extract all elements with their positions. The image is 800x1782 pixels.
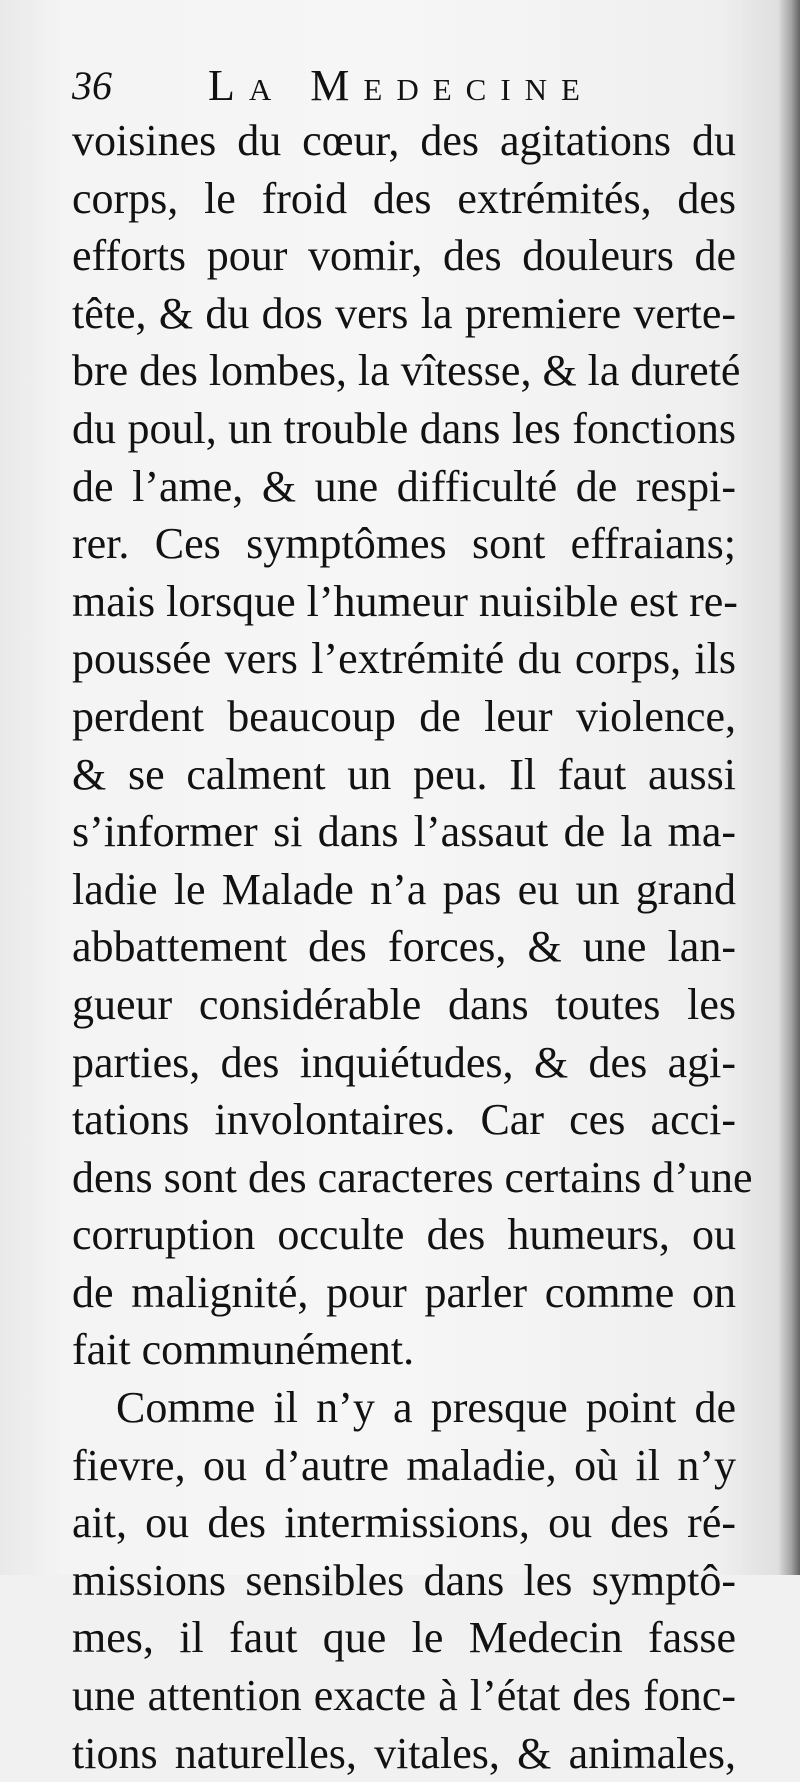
text-line: corps, le froid des extrémités, des bbox=[72, 173, 736, 223]
text-line: fievre, ou d’autre maladie, où il n’y bbox=[72, 1440, 736, 1490]
text-line: tions naturelles, vitales, & animales, bbox=[72, 1728, 736, 1778]
paragraph bbox=[72, 112, 753, 1379]
text-line: poussée vers l’extrémité du corps, ils bbox=[72, 634, 736, 684]
paragraph bbox=[72, 1379, 736, 1782]
text-line: une attention exacte à l’état des fonc- bbox=[72, 1671, 736, 1721]
running-head bbox=[72, 58, 732, 118]
body-text bbox=[72, 112, 753, 1782]
text-line: missions sensibles dans les symptô- bbox=[72, 1555, 736, 1605]
text-line: abbattement des forces, & une lan- bbox=[72, 922, 736, 972]
text-line: rer. Ces symptômes sont effraians; bbox=[72, 519, 736, 569]
text-line: perdent beaucoup de leur violence, bbox=[72, 691, 736, 741]
text-line: tête, & du dos vers la premiere verte- bbox=[72, 288, 736, 338]
text-line: corruption occulte des humeurs, ou bbox=[72, 1210, 736, 1260]
text-line: ladie le Malade n’a pas eu un grand bbox=[72, 864, 736, 914]
running-head-title: La Medecine bbox=[208, 61, 594, 110]
text-line: s’informer si dans l’assaut de la ma- bbox=[72, 807, 736, 857]
text-line: efforts pour vomir, des douleurs de bbox=[72, 231, 736, 281]
text-line: de malignité, pour parler comme on bbox=[72, 1267, 736, 1317]
text-line: Comme il n’y a presque point de bbox=[116, 1383, 736, 1433]
page-edge-shadow bbox=[778, 0, 800, 1575]
text-line: de l’ame, & une difficulté de respi- bbox=[72, 461, 736, 511]
text-line: voisines du cœur, des agitations du bbox=[72, 116, 736, 165]
text-line: du poul, un trouble dans les fonctions bbox=[72, 403, 736, 453]
text-line: bre des lombes, la vîtesse, & la dureté bbox=[72, 346, 741, 396]
text-line: mais lorsque l’humeur nuisible est re- bbox=[72, 576, 738, 626]
text-line: dens sont des caracteres certains d’une bbox=[72, 1152, 753, 1202]
text-line: fait communément. bbox=[72, 1325, 415, 1375]
text-line: & se calment un peu. Il faut aussi bbox=[72, 749, 736, 799]
text-line: parties, des inquiétudes, & des agi- bbox=[72, 1037, 736, 1087]
page-number: 36 bbox=[72, 63, 112, 108]
text-line: mes, il faut que le Medecin fasse bbox=[72, 1613, 736, 1663]
text-line: gueur considérable dans toutes les bbox=[72, 979, 736, 1029]
text-line: tations involontaires. Car ces acci- bbox=[72, 1095, 736, 1145]
text-line: ait, ou des intermissions, ou des ré- bbox=[72, 1498, 736, 1548]
